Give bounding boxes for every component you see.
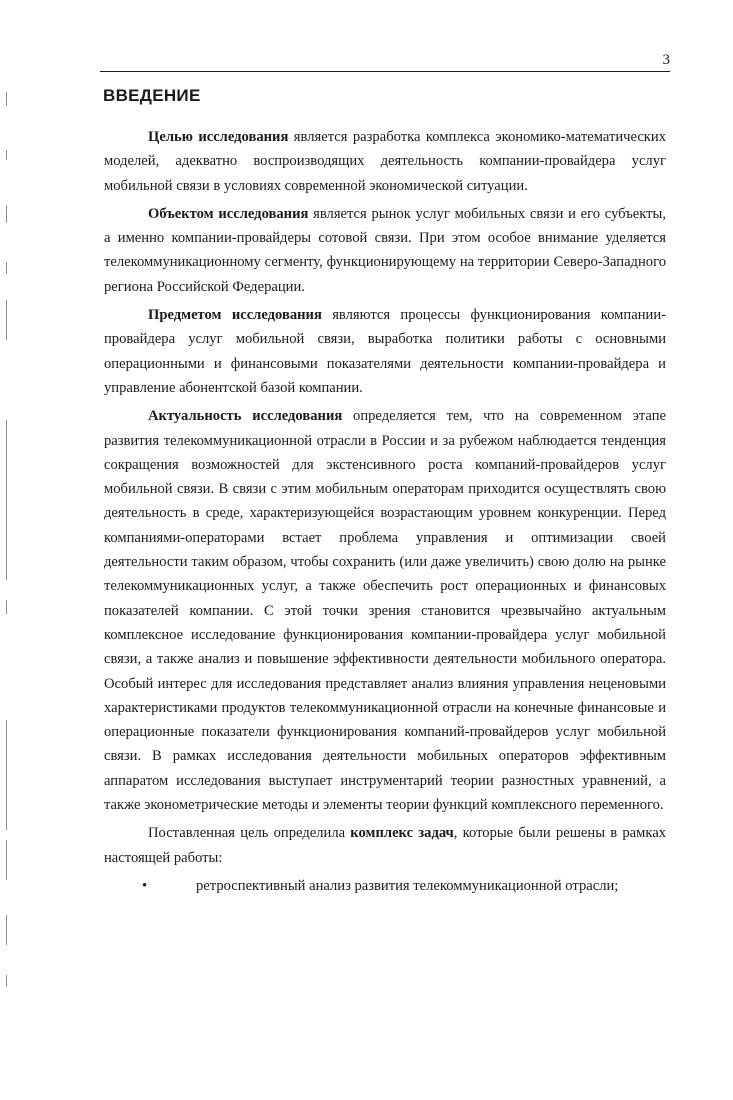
paragraph-text: Поставленная цель определила xyxy=(148,825,351,842)
scan-edge-marks xyxy=(0,0,30,1100)
paragraph-text: определяется тем, что на современном этапе развития телекоммуникационной отрасли в России и за рубежом наблюдается тенденция сокращения возможностей для экстенсивного роста компаний-провайдеров услуг мобильной связи. В связи с этим мобильным операторам приходится осуществлять свою деятельность в среде, характеризующейся возрастающим уровнем конкуренции. Перед компаниями-операторами встает проблема управления и оптимизации своей деятельности таким образом, чтобы сохранить (или даже увеличить) свою долю на рынке телекоммуникационных услуг, а также обеспечить рост операционных и финансовых показателей компании. С этой точки зрения становится чрезвычайно актуальным комплексное исследование функционирования компании-провайдера услуг мобильной связи, а также анализ и повышение эффективности деятельности мобильного оператора. Особый интерес для исследования представляет анализ влияния управления неценовыми характеристиками продуктов телекоммуникационной отрасли на конечные финансовые и операционные показатели функционирования компаний-провайдеров услуг мобильной связи. В рамках исследования деятельности мобильных операторов эффективным аппаратом исследования выступает инструментарий теории разностных уравнений, а также эконометрические методы и элементы теории функций комплексного переменного. xyxy=(104,408,666,814)
paragraph-lead: Целью исследования xyxy=(148,129,289,145)
paragraph-tasks xyxy=(104,821,666,870)
body-text xyxy=(104,125,666,898)
paragraph-text: являются процессы функционирования компании-провайдера услуг мобильной связи, выработка политики работы с основными операционными и финансовыми показателями деятельности компании-провайдера и управление абонентской базой компании. xyxy=(104,307,666,396)
paragraph-lead: Актуальность исследования xyxy=(148,408,343,425)
section-heading: ВВЕДЕНИЕ xyxy=(103,86,201,105)
page-number: 3 xyxy=(662,52,670,68)
paragraph-relevance xyxy=(104,404,666,817)
list-item xyxy=(104,874,666,898)
paragraph-goal xyxy=(104,125,666,198)
list-item-text: ретроспективный анализ развития телекоммуникационной отрасли; xyxy=(196,877,619,894)
paragraph-lead: комплекс задач xyxy=(350,825,454,842)
paragraph-text: является рынок услуг мобильных связи и его субъекты, а именно компании-провайдеры сотовой связи. При этом особое внимание уделяется телекоммуникационному сегменту, функционирующему на территории Северо-Западного региона Российской Федерации. xyxy=(104,205,666,295)
paragraph-object xyxy=(104,202,666,299)
paragraph-text: , которые были решены в рамках настоящей работы: xyxy=(104,825,666,866)
paragraph-lead: Предметом исследования xyxy=(148,307,322,324)
header-rule xyxy=(100,71,670,72)
paragraph-lead: Объектом исследования xyxy=(148,205,309,222)
bullet-icon: • xyxy=(142,877,148,894)
paragraph-subject xyxy=(104,303,666,400)
paragraph-text: является разработка комплекса экономико-математических моделей, адекватно воспроизводящих деятельность компании-провайдера услуг мобильной связи в условиях современной экономической ситуации. xyxy=(104,129,667,194)
